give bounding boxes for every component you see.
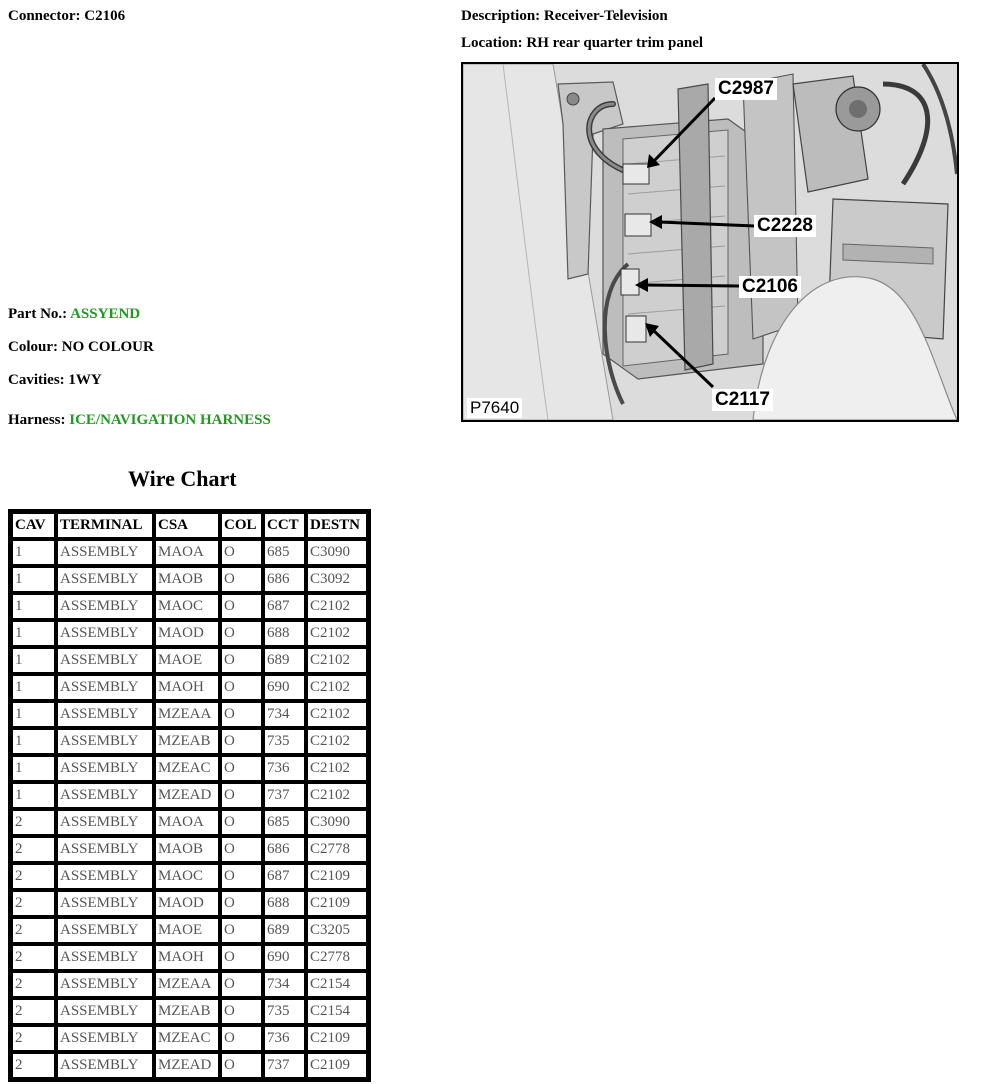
cell-terminal: ASSEMBLY [56, 971, 154, 998]
cell-destn: C3090 [306, 809, 368, 836]
location-figure [461, 62, 959, 422]
table-row [11, 566, 368, 593]
connector-line [8, 8, 125, 25]
cell-cct: 685 [263, 539, 306, 566]
col-header-csa: CSA [154, 512, 220, 539]
cell-terminal: ASSEMBLY [56, 755, 154, 782]
cell-terminal: ASSEMBLY [56, 944, 154, 971]
cell-col: O [220, 674, 263, 701]
location-value: RH rear quarter trim panel [526, 35, 704, 51]
cell-csa: MAOD [154, 890, 220, 917]
cell-col: O [220, 836, 263, 863]
cell-terminal: ASSEMBLY [56, 593, 154, 620]
description-value: Receiver-Television [543, 8, 668, 24]
wire-chart-table [8, 509, 371, 1082]
col-header-cct: CCT [263, 512, 306, 539]
cell-cav: 2 [11, 836, 56, 863]
cell-cav: 1 [11, 755, 56, 782]
cell-csa: MAOB [154, 566, 220, 593]
callout-c2228: C2228 [754, 215, 816, 237]
cavities-value: 1WY [68, 372, 102, 388]
description-label: Description: [461, 8, 541, 24]
cell-col: O [220, 944, 263, 971]
cell-terminal: ASSEMBLY [56, 998, 154, 1025]
cell-destn: C2778 [306, 944, 368, 971]
callout-c2117: C2117 [712, 389, 773, 411]
table-row [11, 674, 368, 701]
cell-col: O [220, 1025, 263, 1052]
cell-col: O [220, 998, 263, 1025]
cell-col: O [220, 863, 263, 890]
harness-label: Harness: [8, 412, 66, 428]
col-header-cav: CAV [11, 512, 56, 539]
cell-cav: 2 [11, 809, 56, 836]
cell-cct: 688 [263, 620, 306, 647]
cell-terminal: ASSEMBLY [56, 1052, 154, 1079]
cell-col: O [220, 971, 263, 998]
figure-code: P7640 [467, 398, 522, 418]
cell-col: O [220, 890, 263, 917]
cell-terminal: ASSEMBLY [56, 674, 154, 701]
cell-destn: C2102 [306, 701, 368, 728]
cell-cct: 687 [263, 593, 306, 620]
table-row [11, 728, 368, 755]
cell-cct: 737 [263, 782, 306, 809]
cell-col: O [220, 647, 263, 674]
cell-cct: 737 [263, 1052, 306, 1079]
table-row [11, 620, 368, 647]
cavities-label: Cavities: [8, 372, 65, 388]
cell-cct: 736 [263, 755, 306, 782]
cell-cav: 1 [11, 728, 56, 755]
cavities-line [8, 372, 102, 389]
table-row [11, 836, 368, 863]
cell-cav: 2 [11, 863, 56, 890]
cell-destn: C2102 [306, 674, 368, 701]
cell-csa: MAOA [154, 539, 220, 566]
wire-chart-title: Wire Chart [128, 466, 237, 491]
cell-csa: MZEAA [154, 701, 220, 728]
cell-cav: 2 [11, 1052, 56, 1079]
table-row [11, 809, 368, 836]
cell-cav: 2 [11, 971, 56, 998]
wire-chart-body [11, 539, 368, 1079]
cell-cct: 690 [263, 674, 306, 701]
cell-terminal: ASSEMBLY [56, 647, 154, 674]
cell-cct: 689 [263, 917, 306, 944]
cell-terminal: ASSEMBLY [56, 566, 154, 593]
connector-label: Connector: [8, 8, 81, 24]
cell-col: O [220, 809, 263, 836]
cell-destn: C2109 [306, 1025, 368, 1052]
table-row [11, 890, 368, 917]
cell-cav: 2 [11, 890, 56, 917]
cell-cav: 1 [11, 593, 56, 620]
cell-cav: 1 [11, 566, 56, 593]
cell-csa: MZEAB [154, 728, 220, 755]
cell-destn: C3205 [306, 917, 368, 944]
cell-csa: MAOB [154, 836, 220, 863]
cell-csa: MZEAB [154, 998, 220, 1025]
location-illustration [463, 64, 957, 420]
cell-csa: MAOH [154, 944, 220, 971]
cell-col: O [220, 1052, 263, 1079]
cell-destn: C3090 [306, 539, 368, 566]
cell-cav: 1 [11, 701, 56, 728]
part-no-line [8, 306, 140, 323]
cell-cav: 2 [11, 998, 56, 1025]
cell-csa: MAOH [154, 674, 220, 701]
table-row [11, 917, 368, 944]
cell-cav: 2 [11, 944, 56, 971]
table-header-row [11, 512, 368, 539]
part-no-label: Part No.: [8, 306, 68, 322]
cell-terminal: ASSEMBLY [56, 701, 154, 728]
cell-terminal: ASSEMBLY [56, 809, 154, 836]
cell-destn: C2109 [306, 890, 368, 917]
cell-col: O [220, 701, 263, 728]
cell-destn: C2102 [306, 782, 368, 809]
cell-destn: C2109 [306, 1052, 368, 1079]
cell-cav: 1 [11, 647, 56, 674]
cell-csa: MAOE [154, 917, 220, 944]
cell-terminal: ASSEMBLY [56, 863, 154, 890]
cell-csa: MZEAC [154, 1025, 220, 1052]
cell-terminal: ASSEMBLY [56, 890, 154, 917]
table-row [11, 998, 368, 1025]
cell-col: O [220, 917, 263, 944]
cell-csa: MZEAA [154, 971, 220, 998]
colour-line [8, 339, 154, 356]
cell-cct: 736 [263, 1025, 306, 1052]
cell-destn: C2102 [306, 728, 368, 755]
cell-cct: 687 [263, 863, 306, 890]
connector-value: C2106 [84, 8, 126, 24]
table-row [11, 782, 368, 809]
table-row [11, 593, 368, 620]
cell-terminal: ASSEMBLY [56, 1025, 154, 1052]
table-row [11, 755, 368, 782]
cell-csa: MZEAD [154, 782, 220, 809]
cell-cct: 686 [263, 566, 306, 593]
cell-destn: C2102 [306, 593, 368, 620]
cell-destn: C2102 [306, 620, 368, 647]
cell-destn: C2102 [306, 647, 368, 674]
table-row [11, 1025, 368, 1052]
cell-destn: C2102 [306, 755, 368, 782]
cell-csa: MAOA [154, 809, 220, 836]
cell-terminal: ASSEMBLY [56, 620, 154, 647]
callout-c2106: C2106 [739, 276, 801, 298]
cell-terminal: ASSEMBLY [56, 539, 154, 566]
cell-cct: 689 [263, 647, 306, 674]
table-row [11, 701, 368, 728]
cell-cav: 2 [11, 917, 56, 944]
location-label: Location: [461, 35, 523, 51]
cell-cav: 1 [11, 782, 56, 809]
cell-cav: 2 [11, 1025, 56, 1052]
cell-cav: 1 [11, 674, 56, 701]
col-header-destn: DESTN [306, 512, 368, 539]
cell-terminal: ASSEMBLY [56, 917, 154, 944]
table-row [11, 863, 368, 890]
cell-cav: 1 [11, 539, 56, 566]
cell-csa: MAOC [154, 863, 220, 890]
callout-c2987: C2987 [715, 78, 777, 100]
cell-csa: MAOD [154, 620, 220, 647]
cell-col: O [220, 593, 263, 620]
cell-cct: 685 [263, 809, 306, 836]
table-row [11, 647, 368, 674]
harness-value[interactable]: ICE/NAVIGATION HARNESS [69, 412, 271, 428]
cell-cct: 690 [263, 944, 306, 971]
harness-line [8, 412, 271, 429]
cell-col: O [220, 755, 263, 782]
cell-cct: 735 [263, 728, 306, 755]
table-row [11, 971, 368, 998]
cell-col: O [220, 539, 263, 566]
colour-label: Colour: [8, 339, 58, 355]
cell-col: O [220, 566, 263, 593]
part-no-value[interactable]: ASSYEND [70, 306, 141, 322]
cell-col: O [220, 782, 263, 809]
table-row [11, 944, 368, 971]
cell-terminal: ASSEMBLY [56, 782, 154, 809]
cell-destn: C2109 [306, 863, 368, 890]
cell-cct: 688 [263, 890, 306, 917]
cell-cav: 1 [11, 620, 56, 647]
colour-value: NO COLOUR [61, 339, 154, 355]
cell-cct: 686 [263, 836, 306, 863]
cell-destn: C2778 [306, 836, 368, 863]
cell-cct: 734 [263, 701, 306, 728]
cell-terminal: ASSEMBLY [56, 728, 154, 755]
cell-terminal: ASSEMBLY [56, 836, 154, 863]
cell-destn: C2154 [306, 971, 368, 998]
table-row [11, 1052, 368, 1079]
cell-destn: C3092 [306, 566, 368, 593]
cell-csa: MZEAD [154, 1052, 220, 1079]
location-line [461, 35, 703, 52]
table-row [11, 539, 368, 566]
cell-csa: MZEAC [154, 755, 220, 782]
cell-cct: 735 [263, 998, 306, 1025]
cell-cct: 734 [263, 971, 306, 998]
description-line [461, 8, 668, 25]
cell-csa: MAOE [154, 647, 220, 674]
cell-destn: C2154 [306, 998, 368, 1025]
cell-col: O [220, 620, 263, 647]
cell-csa: MAOC [154, 593, 220, 620]
col-header-col: COL [220, 512, 263, 539]
col-header-terminal: TERMINAL [56, 512, 154, 539]
cell-col: O [220, 728, 263, 755]
